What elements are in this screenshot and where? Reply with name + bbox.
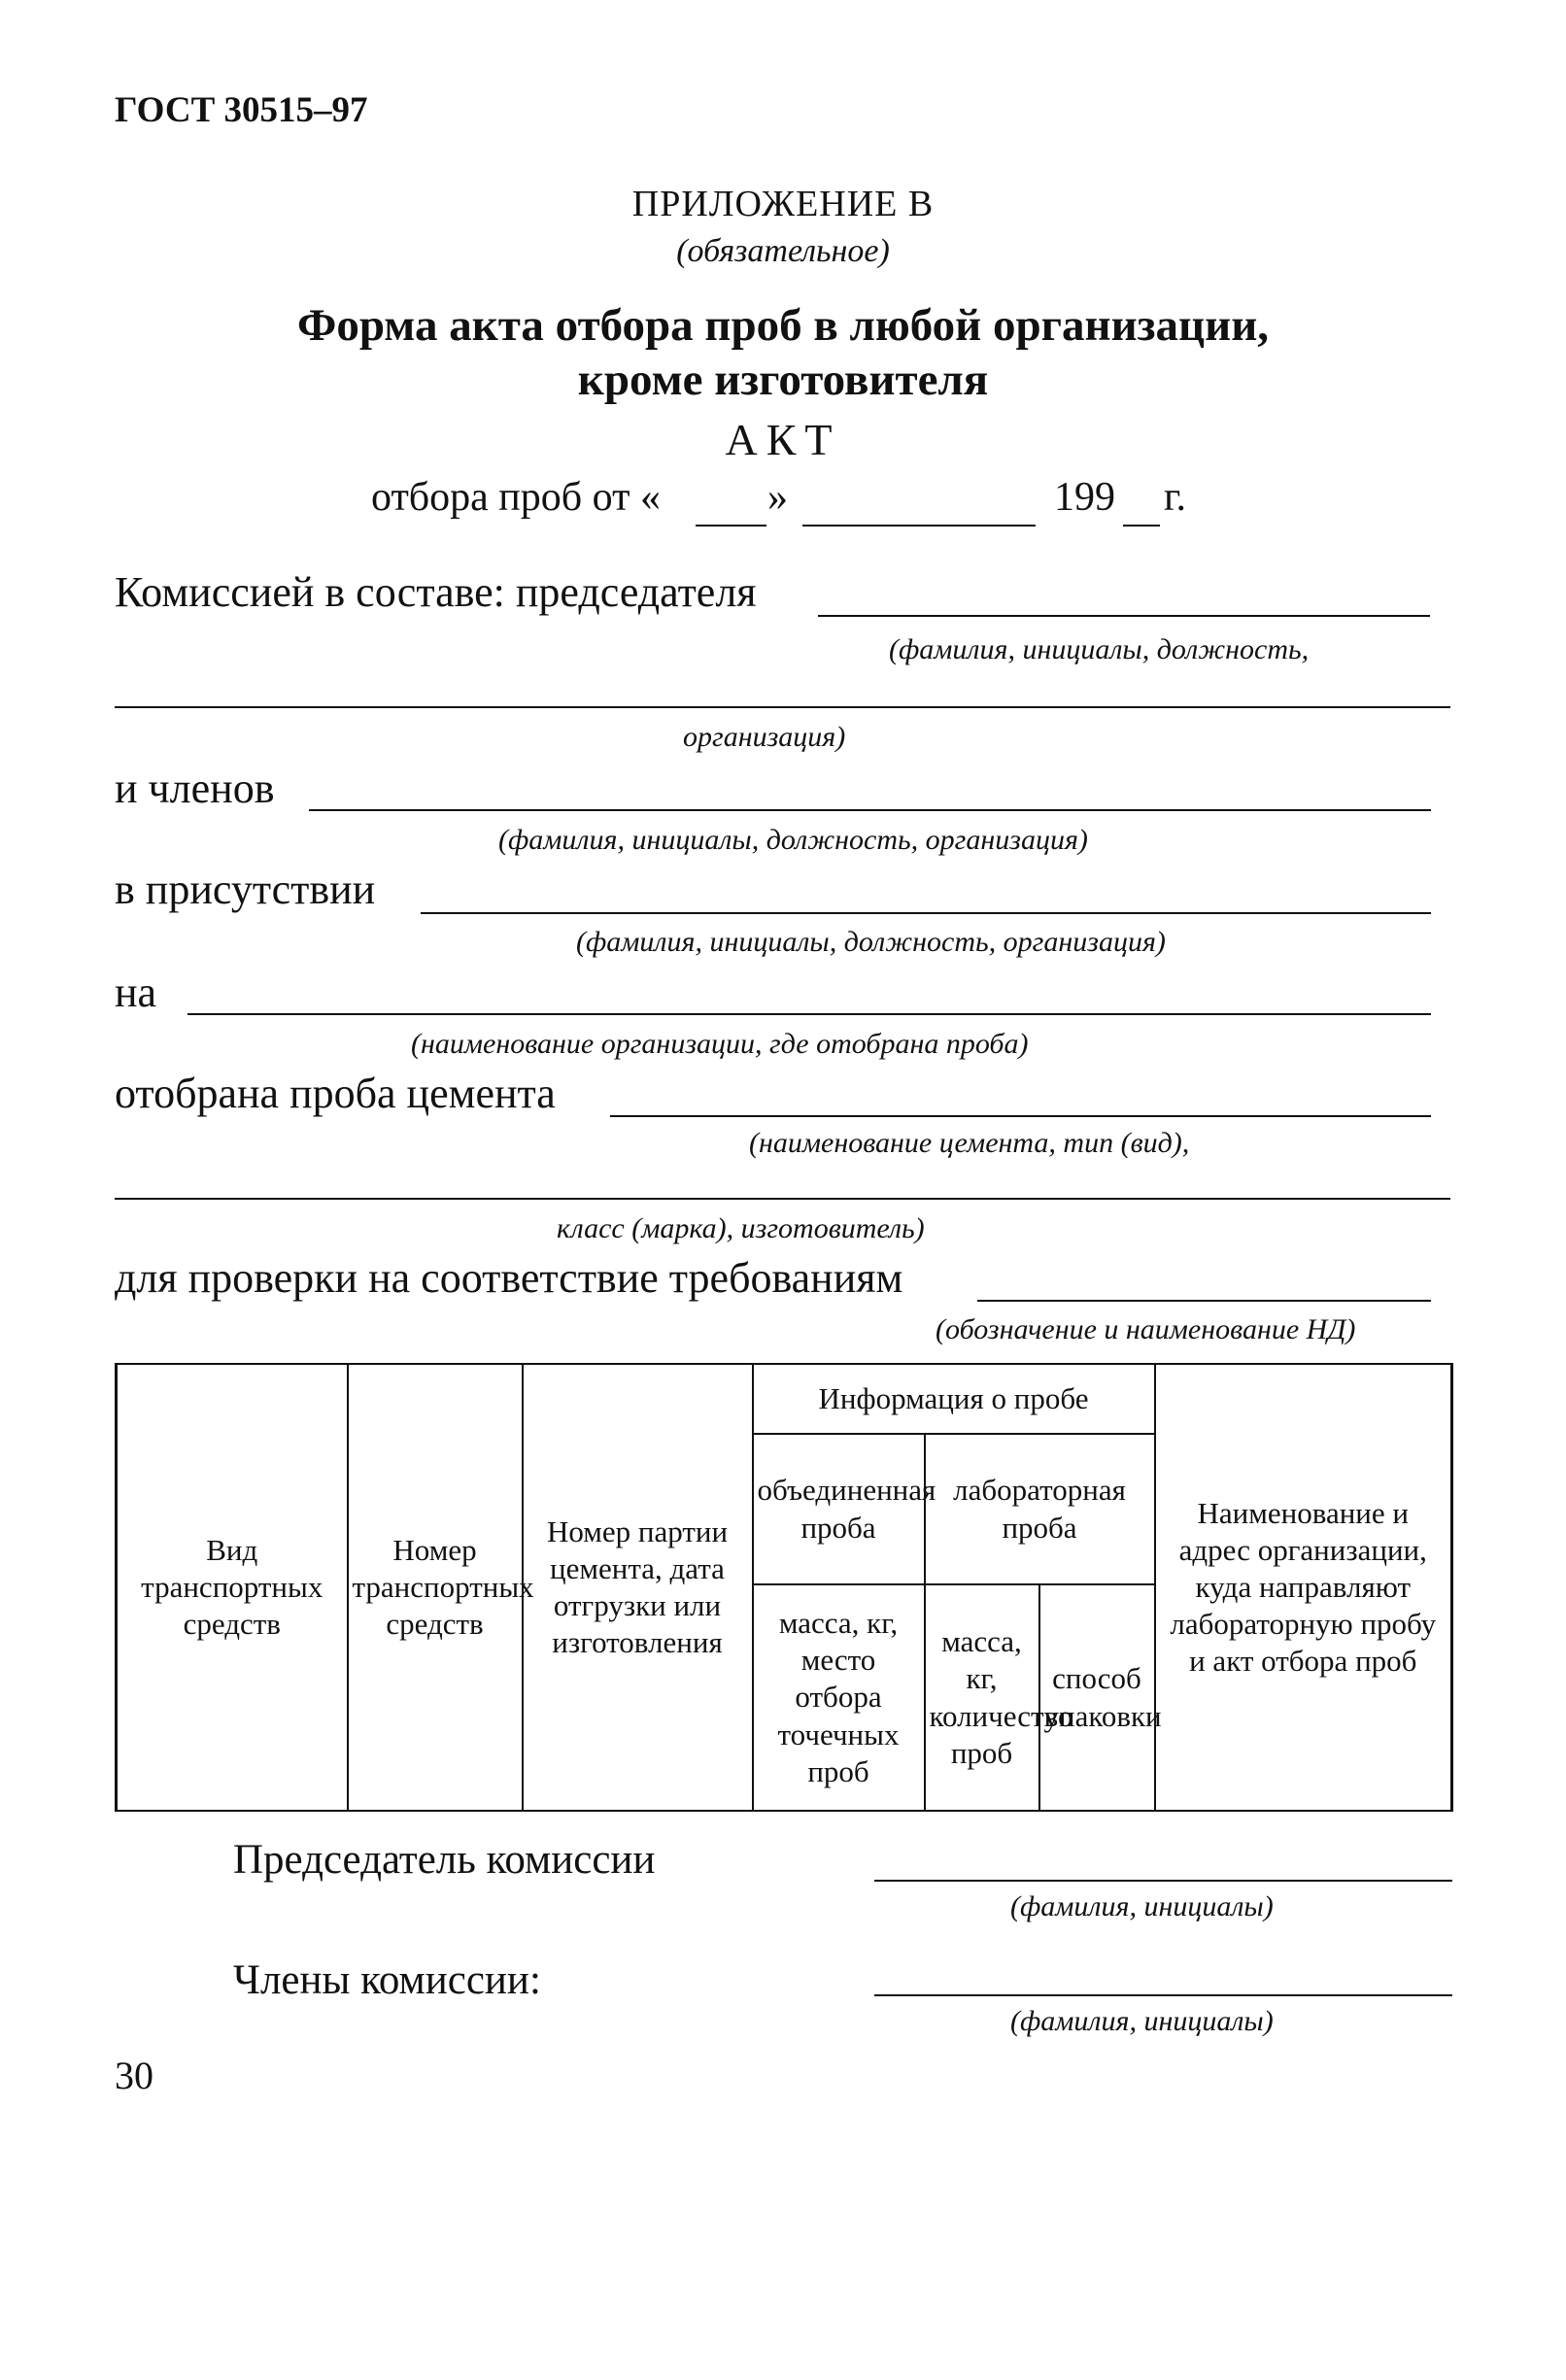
chair-signature-blank[interactable] xyxy=(874,1880,1452,1882)
standard-check-hint: (обозначение и наименование НД) xyxy=(936,1313,1356,1345)
cement-label: отобрана проба цемента xyxy=(115,1070,556,1117)
chair-signature-hint: (фамилия, инициалы) xyxy=(1010,1890,1274,1922)
col-transport-number: Номер транспортных средств xyxy=(348,1364,523,1811)
cement-blank[interactable] xyxy=(610,1115,1431,1117)
members-signature-label: Члены комиссии: xyxy=(233,1957,541,2003)
act-heading: АКТ xyxy=(725,415,841,464)
members-signature-blank[interactable] xyxy=(874,1994,1452,1996)
date-day-blank[interactable] xyxy=(696,525,766,527)
form-title-line1: Форма акта отбора проб в любой организации, xyxy=(296,300,1270,351)
commission-hint1: (фамилия, инициалы, должность, xyxy=(889,633,1310,665)
col-lab-sample: лабораторная проба xyxy=(925,1434,1155,1584)
col-packing: способ упаковки xyxy=(1039,1584,1155,1811)
col-transport-type: Вид транспортных средств xyxy=(117,1364,348,1811)
act-date-prefix: отбора проб от « xyxy=(371,475,661,520)
commission-label: Комиссией в составе: председателя xyxy=(115,568,757,616)
date-month-blank[interactable] xyxy=(802,525,1036,527)
act-date-suffix: г. xyxy=(1164,475,1186,520)
cement-class-blank[interactable] xyxy=(115,1198,1450,1200)
members-blank[interactable] xyxy=(309,809,1431,811)
act-date-year: 199 xyxy=(1054,475,1115,520)
col-mass-count: масса, кг, количество проб xyxy=(925,1584,1039,1811)
members-hint: (фамилия, инициалы, должность, организация) xyxy=(498,824,1088,856)
commission-chair-blank[interactable] xyxy=(818,615,1430,617)
col-batch-number: Номер партии цемента, дата отгрузки или изготовления xyxy=(523,1364,753,1811)
location-hint: (наименование организации, где отобрана проба) xyxy=(411,1028,1029,1060)
cement-hint2: класс (марка), изготовитель) xyxy=(557,1212,925,1244)
act-date-mid: » xyxy=(767,475,788,520)
commission-org-blank[interactable] xyxy=(115,706,1450,708)
members-signature-hint: (фамилия, инициалы) xyxy=(1010,2005,1274,2037)
col-combined-sample: объединенная проба xyxy=(753,1434,925,1584)
cement-hint1: (наименование цемента, тип (вид), xyxy=(749,1127,1190,1159)
standard-check-blank[interactable] xyxy=(977,1300,1431,1302)
col-addressee: Наименование и адрес организации, куда направляют лабораторную пробу и акт отбора проб xyxy=(1155,1364,1452,1811)
date-year-blank[interactable] xyxy=(1123,525,1160,527)
appendix-label: ПРИЛОЖЕНИЕ В xyxy=(631,184,935,224)
standard-check-label: для проверки на соответствие требованиям xyxy=(115,1254,903,1302)
page-number: 30 xyxy=(115,2054,153,2097)
members-label: и членов xyxy=(115,765,275,812)
location-label: на xyxy=(115,969,157,1016)
form-title-line2: кроме изготовителя xyxy=(577,355,989,405)
commission-hint2: организация) xyxy=(683,721,846,753)
standard-number: ГОСТ 30515–97 xyxy=(115,90,368,130)
col-mass-place: масса, кг, место отбора точечных проб xyxy=(753,1584,925,1811)
chair-signature-label: Председатель комиссии xyxy=(233,1837,656,1883)
presence-hint: (фамилия, инициалы, должность, организация) xyxy=(576,926,1166,958)
location-blank[interactable] xyxy=(187,1013,1431,1015)
sample-table xyxy=(115,1363,1453,1812)
col-sample-info: Информация о пробе xyxy=(753,1364,1155,1434)
presence-blank[interactable] xyxy=(421,912,1431,914)
presence-label: в присутствии xyxy=(115,866,376,913)
appendix-status: (обязательное) xyxy=(676,233,890,269)
